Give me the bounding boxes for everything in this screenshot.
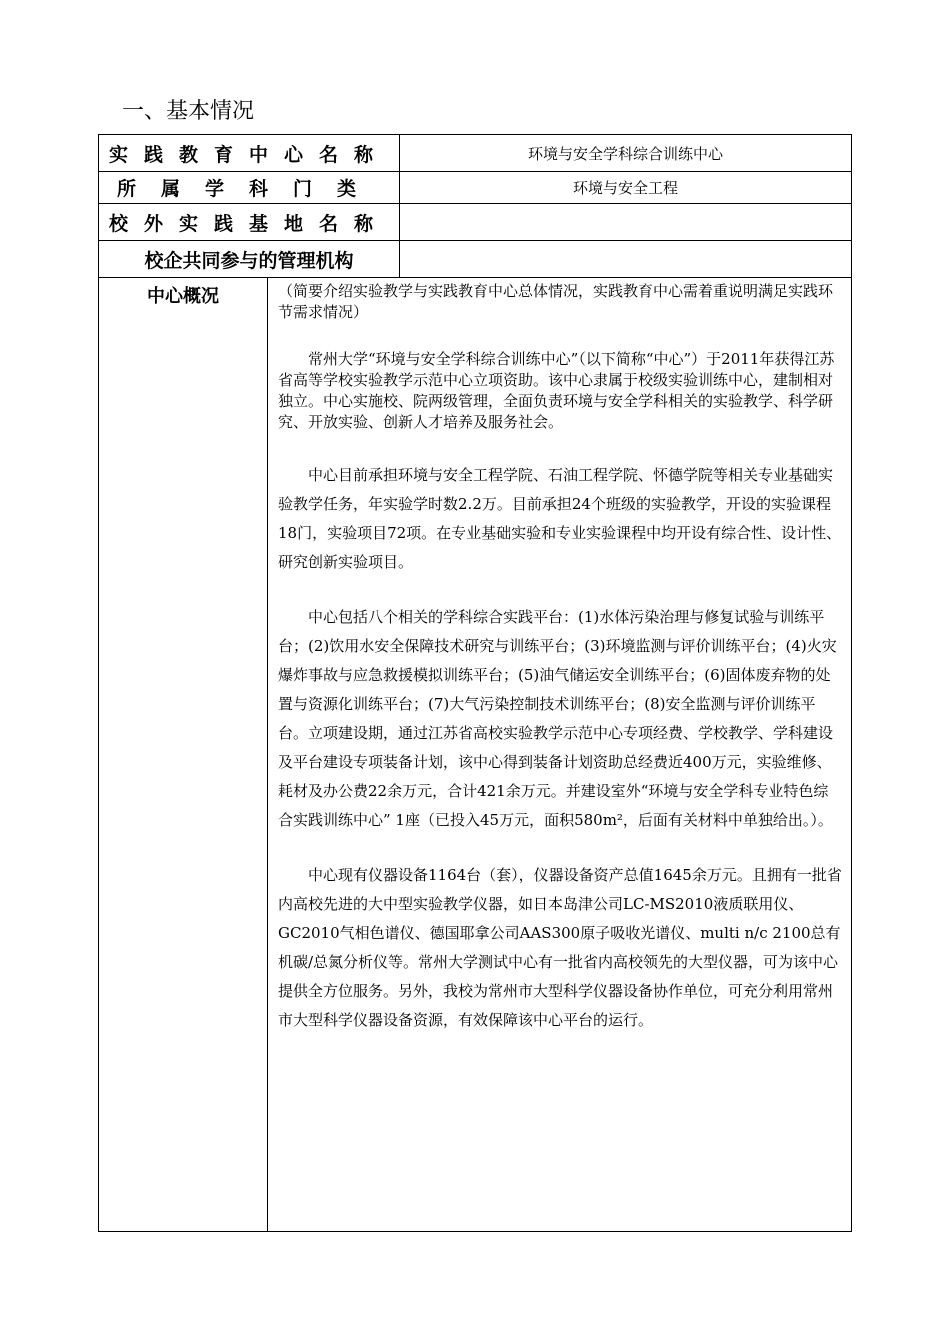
base-name-value xyxy=(400,204,851,240)
discipline-label: 所属学科门类 xyxy=(99,172,400,203)
overview-paragraph: 中心目前承担环境与安全工程学院、石油工程学院、怀德学院等相关专业基础实验教学任务，年实验学时数2.2万。目前承担24个班级的实验教学，开设的实验课程18门，实验项目72项。在专业基础实验和专业实验课程中均开设有综合性、设计性、研究创新实验项目。 xyxy=(278,466,842,571)
overview-paragraph: 中心现有仪器设备1164台（套），仪器设备资产总值1645余万元。且拥有一批省内高校先进的大中型实验教学仪器，如日本岛津公司LC-MS2010液质联用仪、GC2010气相色谱仪、德国耶拿公司AAS300原子吸收光谱仪、multi n/c 2100总有机碳/总氮分析仪等。常州大学测试中心有一批省内高校领先的大型仪器，可为该中心提供全方位服务。另外，我校为常州市大型科学仪器设备协作单位，可充分利用常州市大型科学仪器设备资源，有效保障该中心平台的运行。 xyxy=(278,866,842,1029)
base-name-label: 校外实践基地名称 xyxy=(99,204,400,240)
overview-content xyxy=(268,278,851,1231)
overview-paragraph: 中心包括八个相关的学科综合实践平台：(1)水体污染治理与修复试验与训练平台；(2)饮用水安全保障技术研究与训练平台；(3)环境监测与评价训练平台；(4)火灾爆炸事故与应急救援模拟训练平台；(5)油气储运安全训练平台；(6)固体废弃物的处置与资源化训练平台；(7)大气污染控制技术训练平台；(8)安全监测与评价训练平台。立项建设期，通过江苏省高校实验教学示范中心专项经费、学校教学、学科建设及平台建设专项装备计划，该中心得到装备计划资助总经费近400万元，实验维修、耗材及办公费22余万元，合计421余万元。并建设室外“环境与安全学科专业特色综合实践训练中心” 1座（已投入45万元，面积580m²，后面有关材料中单独给出。）。 xyxy=(278,608,837,829)
row-center-name xyxy=(99,135,851,172)
overview-paragraph: 常州大学“环境与安全学科综合训练中心”（以下简称“中心”）于2011年获得江苏省高等学校实验教学示范中心立项资助。该中心隶属于校级实验训练中心，建制相对独立。中心实施校、院两级管理，全面负责环境与安全学科相关的实验教学、科学研究、开放实验、创新人才培养及服务社会。 xyxy=(278,350,835,431)
discipline-value: 环境与安全工程 xyxy=(572,179,678,197)
row-management xyxy=(99,241,851,278)
row-overview xyxy=(99,278,851,1231)
section-title: 一、基本情况 xyxy=(122,99,255,124)
overview-label: 中心概况 xyxy=(99,278,268,1231)
center-name-value: 环境与安全学科综合训练中心 xyxy=(527,144,723,163)
basic-info-table xyxy=(98,134,852,1232)
overview-note: （简要介绍实验教学与实践教育中心总体情况，实践教育中心需着重说明满足实践环节需求情况） xyxy=(278,282,834,321)
management-value xyxy=(400,241,851,277)
management-label: 校企共同参与的管理机构 xyxy=(99,241,400,277)
row-discipline xyxy=(99,172,851,204)
center-name-label: 实践教育中心名称 xyxy=(99,135,400,171)
row-base-name xyxy=(99,204,851,241)
